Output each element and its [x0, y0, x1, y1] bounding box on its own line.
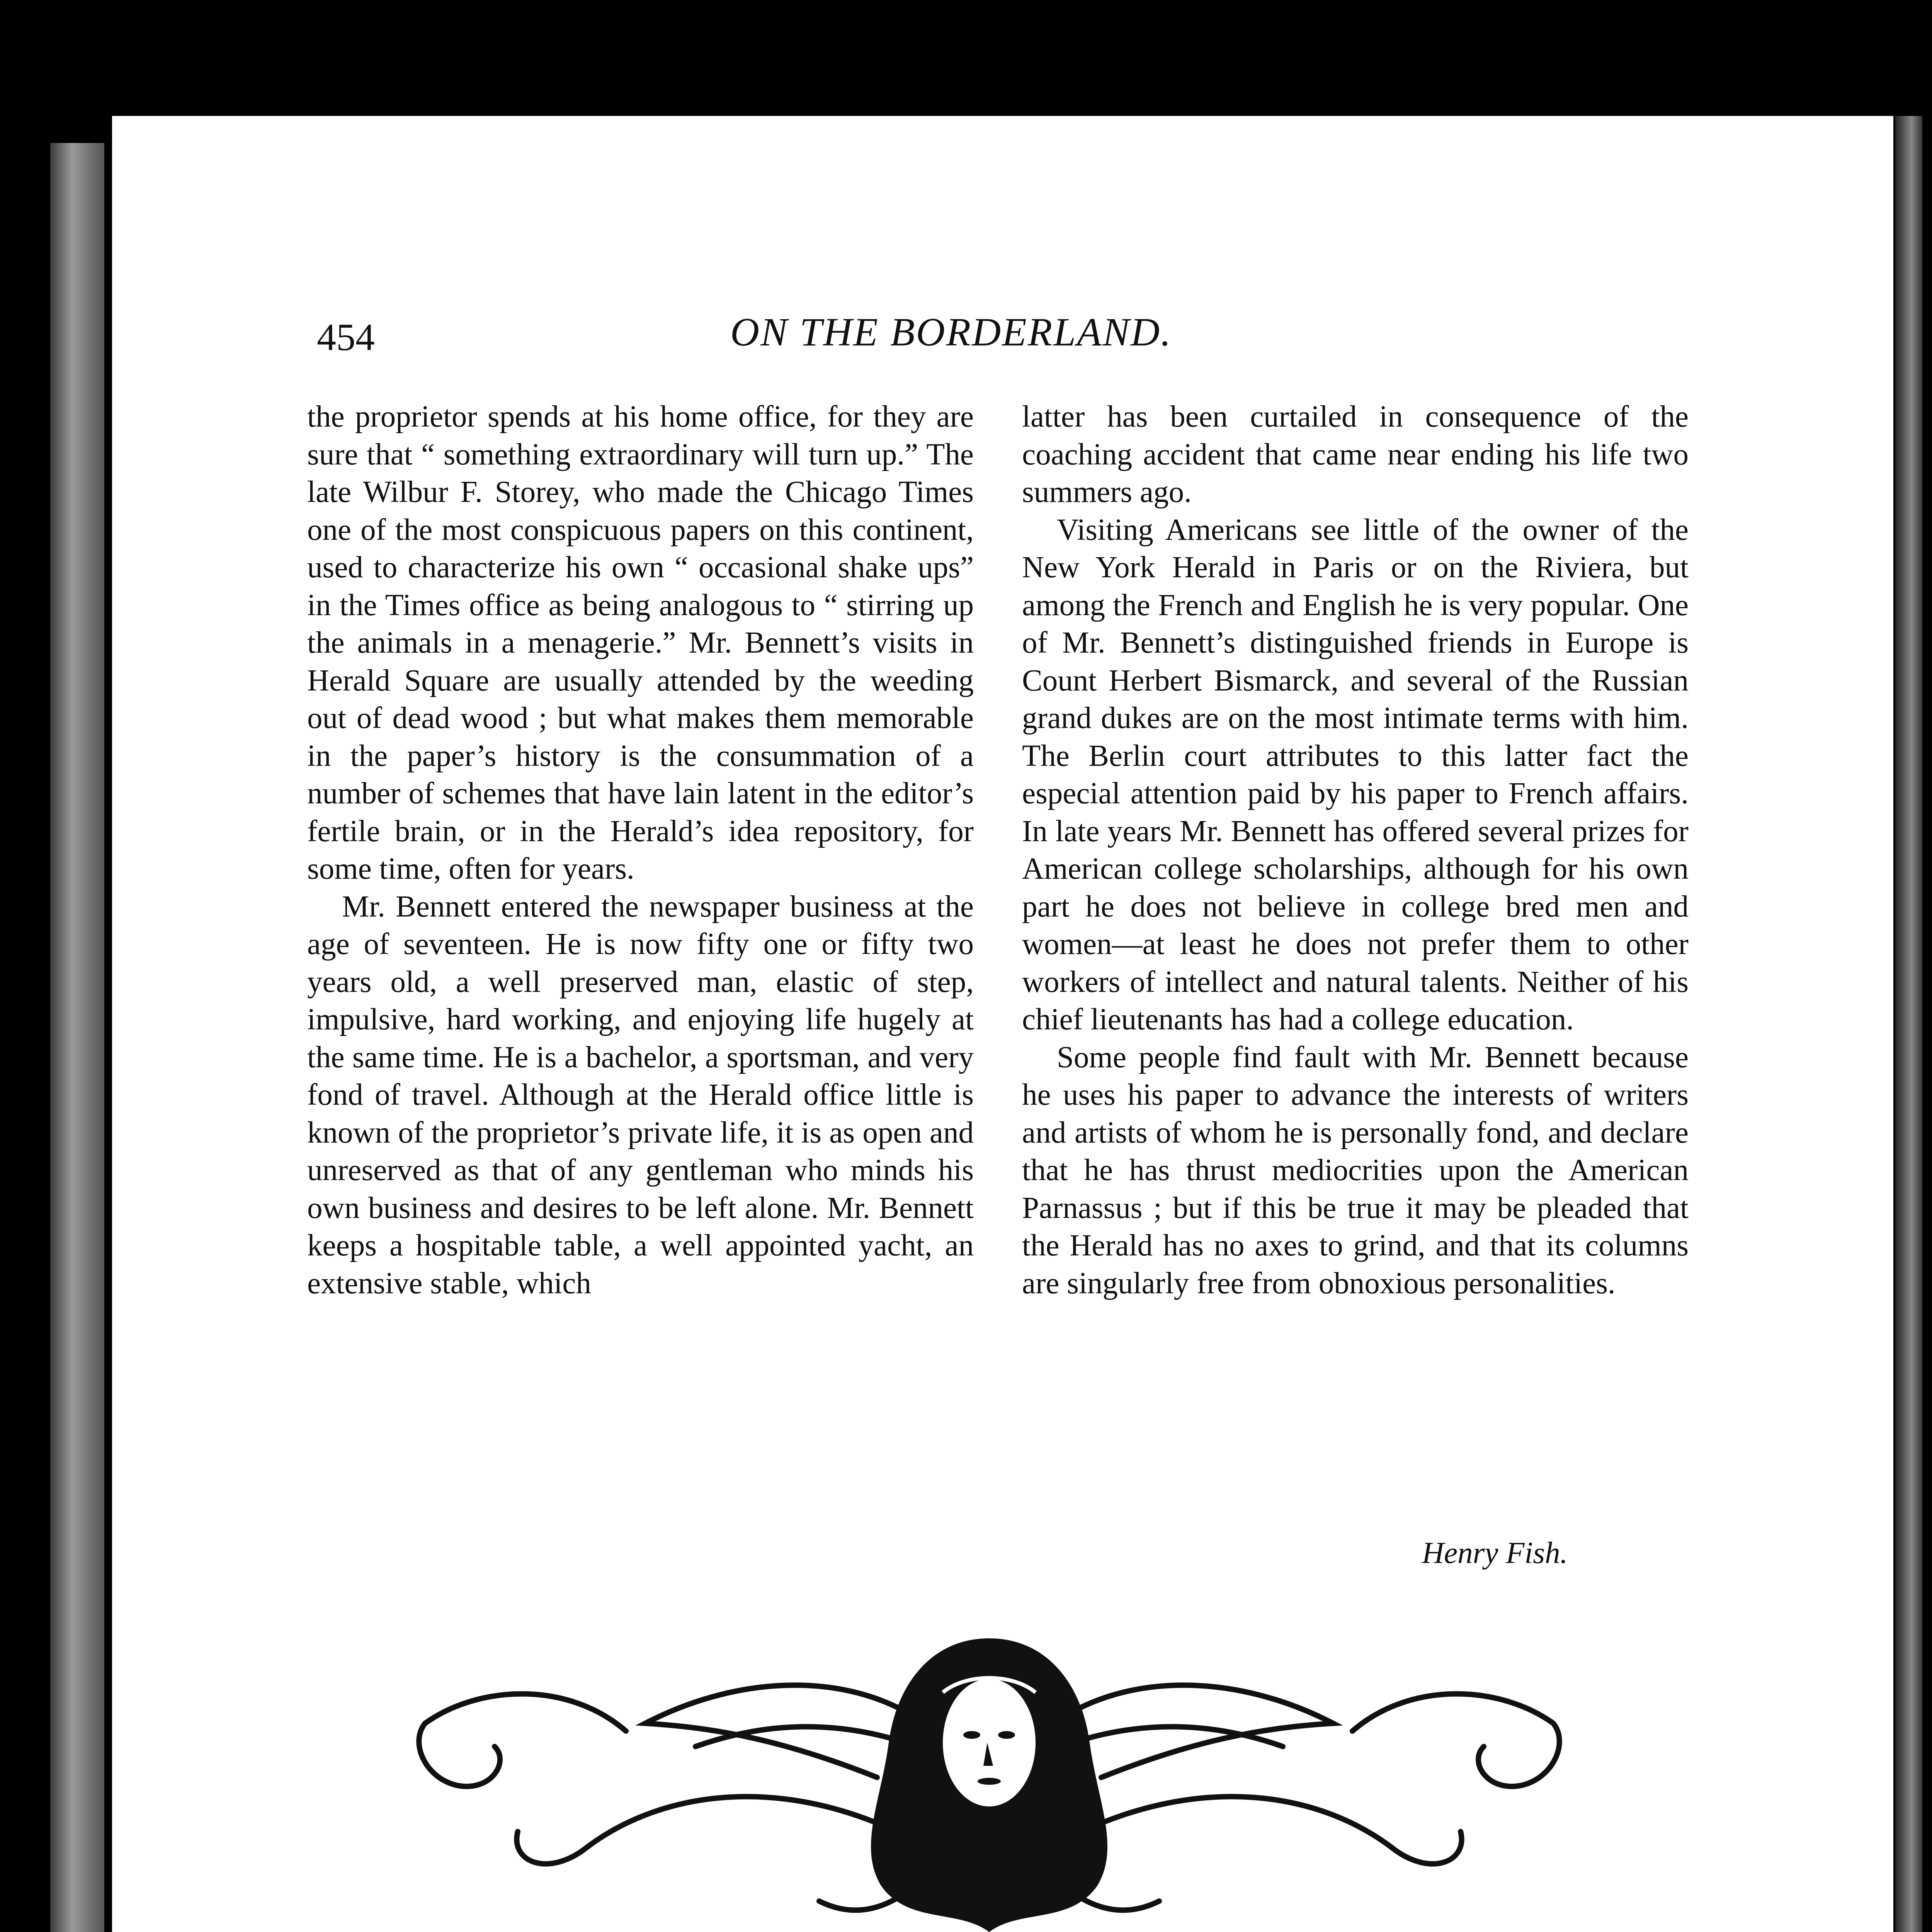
paragraph: Some people find fault with Mr. Bennett because he uses his paper to advance the interests of writers and artists of whom he is personally fond, and declare that he has thrust mediocrities upon the American Parnassus ; but if this be true it may be pleaded that the Herald has no axes to grind, and that its columns are singularly free from obnoxious personalities. — [1022, 1040, 1689, 1300]
book-edge-right — [1895, 116, 1922, 1932]
paragraph: Mr. Bennett entered the newspaper business at the age of seventeen. He is now fifty one or fifty two years old, a well preserved man, elastic of step, impulsive, hard working, and enjoying life hugely at the same time. He is a bachelor, a sportsman, and very fond of travel. Although at the Herald office little is known of the proprietor’s private life, it is as open and unreserved as that of any gentleman who minds his own business and desires to be left alone. Mr. Bennett keeps a hospitable table, a well appointed yacht, an extensive stable, which — [307, 889, 974, 1300]
paragraph: the proprietor spends at his home office, for they are sure that “ something extraordinary will turn up.” The late Wilbur F. Storey, who made the Chicago Times one of the most conspicuous papers on this continent, used to characterize his own “ occasional shake ups” in the Times office as being analogous to “ stirring up the animals in a menagerie.” Mr. Bennett’s visits in Herald Square are usually attended by the weeding out of dead wood ; but what makes them memorable in the paper’s history is the consummation of a number of schemes that have lain latent in the editor’s fertile brain, or in the Herald’s idea repository, for some time, often for years. — [307, 400, 974, 886]
article-left-column — [307, 398, 974, 1302]
book-spine-left — [50, 143, 104, 1932]
paragraph: Visiting Americans see little of the owner of the New York Herald in Paris or on the Riviera, but among the French and English he is very popular. One of Mr. Bennett’s distinguished friends in Europe is Count Herbert Bismarck, and several of the Russian grand dukes are on the most intimate terms with him. The Berlin court attributes to this latter fact the especial attention paid by his paper to French affairs. In late years Mr. Bennett has offered several prizes for American college scholarships, although for his own part he does not believe in college bred men and women—at least he does not prefer them to other workers of intellect and natural talents. Neither of his chief lieutenants has had a college education. — [1022, 513, 1689, 1036]
winged-head-ornament-icon — [394, 1615, 1584, 1932]
paragraph: latter has been curtailed in consequence of the coaching accident that came near ending his life two summers ago. — [1022, 400, 1689, 509]
running-head: ON THE BORDERLAND. — [730, 310, 1172, 354]
article-right-column — [1022, 398, 1689, 1302]
article-author: Henry Fish. — [1422, 1536, 1568, 1570]
page-number: 454 — [317, 316, 375, 359]
